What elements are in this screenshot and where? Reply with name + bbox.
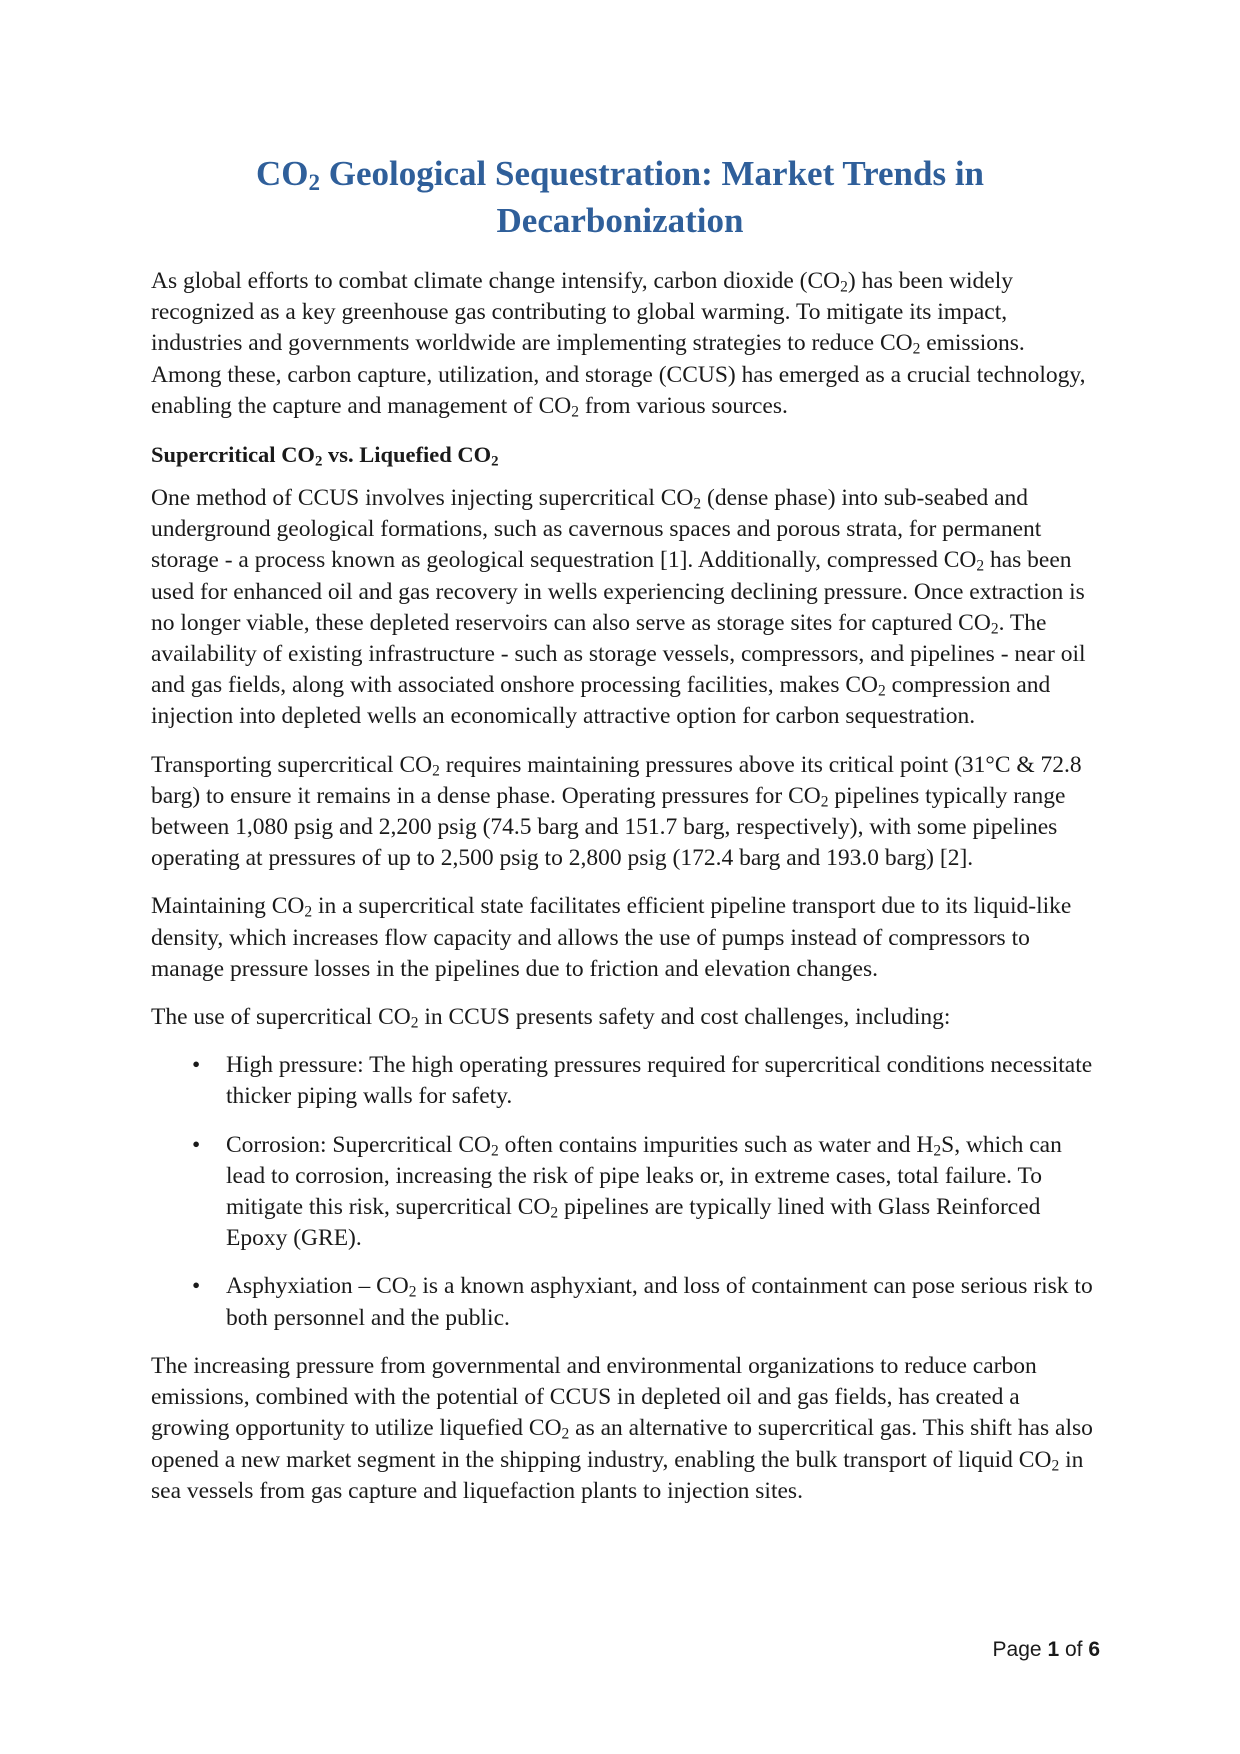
page-number bbox=[993, 1638, 1100, 1662]
list-item-text: High pressure: The high operating pressures required for supercritical conditions necessitate thicker piping walls for safety. bbox=[226, 1052, 1093, 1110]
text-run: in sea vessels from gas capture and liquefaction plants to injection sites. bbox=[151, 1446, 1084, 1504]
list-item bbox=[151, 1130, 1096, 1255]
title-rest: Geological Sequestration: Market Trends in Decarbonization bbox=[320, 154, 985, 240]
page-title bbox=[150, 150, 1090, 244]
current-page: 1 bbox=[1047, 1638, 1060, 1661]
text-run: is a known asphyxiant, and loss of containment can pose serious risk to both personnel and the public. bbox=[226, 1273, 1093, 1331]
list-item-text bbox=[226, 1271, 1096, 1333]
subscript: 2 bbox=[820, 793, 829, 811]
list-item-text bbox=[226, 1130, 1096, 1255]
text-run: The use of supercritical CO bbox=[151, 1004, 411, 1031]
text-run: vs. Liquefied CO bbox=[322, 442, 492, 468]
text-run: S, which can lead to corrosion, increasing the risk of pipe leaks or, in extreme cases, total failure. To mitigate this risk, supercritical CO bbox=[226, 1131, 1062, 1221]
text-run: has been used for enhanced oil and gas recovery in wells experiencing declining pressure. Once extraction is no longer viable, these depleted reservoirs can also serve as storage sites for captured CO bbox=[151, 547, 1085, 636]
of-word: of bbox=[1059, 1638, 1089, 1661]
bullet-icon: • bbox=[192, 1273, 201, 1300]
title-subscript: 2 bbox=[308, 169, 321, 196]
page-word: Page bbox=[992, 1638, 1048, 1661]
list-item bbox=[151, 1050, 1096, 1112]
paragraph-pressures bbox=[151, 750, 1096, 875]
text-run: in CCUS presents safety and cost challenges, including: bbox=[418, 1004, 951, 1031]
paragraph-injection bbox=[151, 483, 1096, 733]
subscript: 2 bbox=[571, 403, 579, 421]
subscript: 2 bbox=[432, 762, 440, 780]
bullet-icon: • bbox=[192, 1131, 201, 1158]
text-run: Supercritical CO bbox=[151, 442, 315, 468]
title-co: CO bbox=[255, 154, 309, 193]
text-run: One method of CCUS involves injecting supercritical CO bbox=[151, 485, 694, 512]
intro-paragraph bbox=[151, 266, 1096, 422]
text-run: pipelines are typically lined with Glass Reinforced Epoxy (GRE). bbox=[226, 1194, 1041, 1252]
text-run: (dense phase) into sub-seabed and underground geological formations, such as cavernous spaces and porous strata, for permanent storage - a process known as geological sequestration [1]. Additionally, compressed CO bbox=[151, 485, 1042, 574]
subscript: 2 bbox=[912, 340, 921, 358]
subscript: 2 bbox=[990, 620, 999, 638]
text-run: in a supercritical state facilitates efficient pipeline transport due to its liquid-like density, which increases flow capacity and allows the use of pumps instead of compressors to manage pressure losses in the pipelines due to friction and elevation changes. bbox=[151, 893, 1072, 982]
subscript: 2 bbox=[976, 557, 985, 575]
text-run: emissions. Among these, carbon capture, utilization, and storage (CCUS) has emerged as a crucial technology, enabling the capture and management of CO bbox=[151, 330, 1086, 419]
text-run: often contains impurities such as water and H bbox=[498, 1131, 934, 1158]
subscript: 2 bbox=[410, 1014, 419, 1032]
paragraph-supercritical-state bbox=[151, 891, 1096, 985]
subscript: 2 bbox=[550, 1204, 559, 1222]
subscript: 2 bbox=[304, 903, 313, 921]
document-body bbox=[151, 266, 1096, 1524]
section-heading bbox=[151, 439, 1096, 470]
subscript: 2 bbox=[491, 453, 499, 470]
text-run: Transporting supercritical CO bbox=[151, 751, 433, 778]
subscript: 2 bbox=[933, 1142, 942, 1160]
text-run: Asphyxiation – CO bbox=[226, 1273, 409, 1300]
subscript: 2 bbox=[561, 1425, 570, 1443]
subscript: 2 bbox=[408, 1283, 417, 1301]
challenges-list bbox=[151, 1050, 1096, 1334]
text-run: Corrosion: Supercritical CO bbox=[226, 1131, 491, 1158]
subscript: 2 bbox=[314, 453, 323, 470]
text-run: . The availability of existing infrastructure - such as storage vessels, compressors, and pipelines - near oil and gas fields, along with associated onshore processing facilities, makes CO bbox=[151, 609, 1086, 699]
subscript: 2 bbox=[490, 1142, 499, 1160]
text-run: requires maintaining pressures above its critical point (31°C & 72.8 barg) to ensure it remains in a dense phase. Operating pressures for CO bbox=[151, 751, 1082, 809]
subscript: 2 bbox=[1051, 1456, 1060, 1474]
text-run: The increasing pressure from governmental and environmental organizations to reduce carbon emissions, combined with the potential of CCUS in depleted oil and gas fields, has created a growing opportunity to utilize liquefied CO bbox=[151, 1352, 1037, 1442]
text-run: As global efforts to combat climate change intensify, carbon dioxide (CO bbox=[151, 268, 841, 294]
total-pages: 6 bbox=[1088, 1638, 1100, 1661]
text-run: Maintaining CO bbox=[151, 893, 305, 920]
text-run: ) has been widely recognized as a key greenhouse gas contributing to global warming. To mitigate its impact, industries and governments worldwide are implementing strategies to reduce CO bbox=[151, 268, 1014, 357]
text-run: from various sources. bbox=[579, 392, 788, 419]
text-run: pipelines typically range between 1,080 psig and 2,200 psig (74.5 barg and 151.7 barg, respectively), with some pipelines operating at pressures of up to 2,500 psig to 2,800 psig (172.4 barg and 193.0 barg) [2]. bbox=[151, 782, 1066, 872]
text-run: compression and injection into depleted wells an economically attractive option for carbon sequestration. bbox=[151, 672, 1051, 730]
text-run: as an alternative to supercritical gas. This shift has also opened a new market segment in the shipping industry, enabling the bulk transport of liquid CO bbox=[151, 1415, 1093, 1473]
paragraph-challenges bbox=[151, 1002, 1096, 1033]
subscript: 2 bbox=[840, 278, 848, 296]
paragraph-liquefied-opportunity bbox=[151, 1351, 1096, 1507]
list-item bbox=[151, 1271, 1096, 1333]
subscript: 2 bbox=[693, 495, 702, 513]
bullet-icon: • bbox=[192, 1052, 201, 1079]
subscript: 2 bbox=[878, 682, 886, 700]
